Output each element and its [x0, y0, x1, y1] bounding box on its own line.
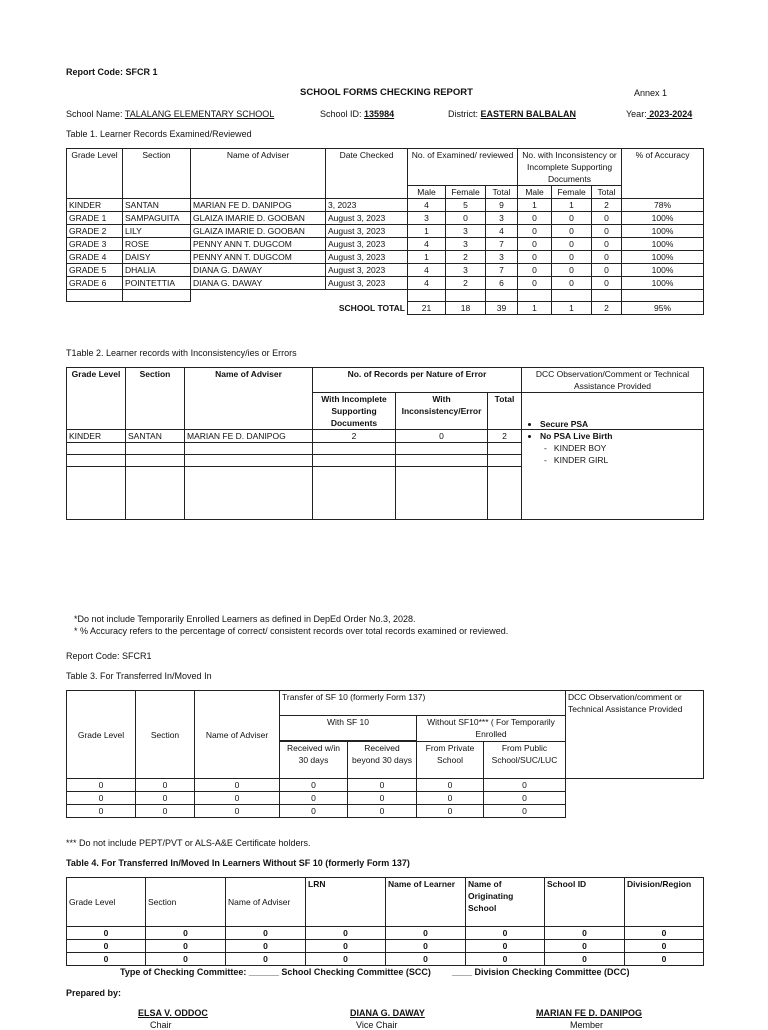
t4-header-school-id: School ID — [545, 878, 625, 927]
page-title: SCHOOL FORMS CHECKING REPORT — [300, 87, 473, 98]
t1-cell-male: 1 — [408, 225, 446, 238]
t4-cell: 0 — [226, 953, 306, 966]
t2-inconsistency: 0 — [396, 430, 488, 443]
t1-row — [67, 212, 704, 225]
t1-cell-total: 7 — [486, 264, 518, 277]
t4-cell: 0 — [306, 953, 386, 966]
t3-header-dcc: DCC Observation/comment or Technical Assistance Provided — [566, 691, 704, 779]
t4-cell: 0 — [386, 953, 466, 966]
dcc-subitem-text: KINDER BOY — [553, 443, 607, 453]
signer-chair-role: Chair — [150, 1020, 172, 1030]
school-name-field — [66, 109, 274, 119]
t4-row — [67, 953, 704, 966]
t2-grade: KINDER — [67, 430, 126, 443]
t1-cell-total: 3 — [486, 251, 518, 264]
t4-cell: 0 — [146, 940, 226, 953]
t1-cell-accuracy: 100% — [622, 212, 704, 225]
t3-row — [67, 779, 704, 792]
t1-cell-adviser: MARIAN FE D. DANIPOG — [191, 199, 326, 212]
t2-empty-cell — [67, 443, 126, 455]
t1-header-female: Female — [446, 186, 486, 199]
t1-cell-inc-male: 0 — [518, 277, 552, 290]
t1-blank-cell — [622, 290, 704, 302]
t1-cell-grade: GRADE 4 — [67, 251, 123, 264]
t4-cell: 0 — [67, 953, 146, 966]
t1-cell-female: 2 — [446, 251, 486, 264]
t1-cell-inc-female: 0 — [552, 277, 592, 290]
t1-cell-grade: KINDER — [67, 199, 123, 212]
t1-cell-grade: GRADE 1 — [67, 212, 123, 225]
year-value: 2023-2024 — [646, 109, 693, 119]
t1-cell-date: August 3, 2023 — [326, 251, 408, 264]
t2-header-section: Section — [126, 368, 185, 430]
t1-cell-accuracy: 100% — [622, 251, 704, 264]
t1-cell-inc-total: 0 — [592, 264, 622, 277]
school-name-value: TALALANG ELEMENTARY SCHOOL — [124, 109, 275, 119]
t4-header-division: Division/Region — [625, 878, 704, 927]
t1-cell-date: August 3, 2023 — [326, 212, 408, 225]
t1-row — [67, 277, 704, 290]
signer-member-name: MARIAN FE D. DANIPOG — [536, 1008, 643, 1018]
t2-empty-cell — [126, 467, 185, 520]
t1-cell-section: POINTETTIA — [123, 277, 191, 290]
t2-section: SANTAN — [126, 430, 185, 443]
t3-cell: 0 — [484, 792, 566, 805]
t1-cell-adviser: PENNY ANN T. DUGCOM — [191, 251, 326, 264]
t1-header-male: Male — [408, 186, 446, 199]
t1-cell-inc-male: 0 — [518, 212, 552, 225]
t1-header-inconsistency: No. with Inconsistency or Incomplete Supporting Documents — [518, 149, 622, 186]
t4-cell: 0 — [146, 953, 226, 966]
signer-vice-role: Vice Chair — [356, 1020, 398, 1030]
t3-row — [67, 792, 704, 805]
t1-cell-total: 4 — [486, 225, 518, 238]
t4-cell: 0 — [226, 927, 306, 940]
t1-cell-inc-female: 0 — [552, 225, 592, 238]
t3-header-grade: Grade Level — [67, 691, 136, 779]
school-name-label: School Name: — [66, 109, 123, 119]
t1-blank-cell — [408, 290, 446, 302]
t4-cell: 0 — [386, 927, 466, 940]
t1-cell-inc-male: 0 — [518, 251, 552, 264]
t2-empty-cell — [488, 443, 522, 455]
prepared-by: Prepared by: — [66, 988, 122, 998]
t4-cell: 0 — [226, 940, 306, 953]
t2-empty-cell — [313, 467, 396, 520]
t4-row — [67, 940, 704, 953]
t2-header-total: Total — [488, 393, 522, 430]
t1-cell-grade: GRADE 5 — [67, 264, 123, 277]
t1-cell-female: 3 — [446, 225, 486, 238]
t1-cell-accuracy: 100% — [622, 277, 704, 290]
signer-vice-name: DIANA G. DAWAY — [350, 1008, 425, 1018]
district-value: EASTERN BALBALAN — [480, 109, 577, 119]
t1-cell-inc-female: 0 — [552, 238, 592, 251]
t4-header-grade: Grade Level — [67, 878, 146, 927]
t1-header-date: Date Checked — [326, 149, 408, 199]
t4-cell: 0 — [466, 953, 545, 966]
t2-empty-cell — [313, 443, 396, 455]
note-temporarily-enrolled: *Do not include Temporarily Enrolled Learners as defined in DepEd Order No.3, 2028. — [74, 614, 416, 624]
t2-header-incomplete: With Incomplete Supporting Documents — [313, 393, 396, 430]
table3-caption: Table 3. For Transferred In/Moved In — [66, 671, 212, 681]
t1-cell-inc-total: 0 — [592, 238, 622, 251]
school-id-field — [320, 109, 394, 119]
year-field — [626, 109, 692, 119]
t1-cell-adviser: GLAIZA IMARIE D. GOOBAN — [191, 212, 326, 225]
dcc-subitem-text: KINDER GIRL — [553, 455, 609, 465]
committee-type: Type of Checking Committee: ______ School Checking Committee (SCC) — [120, 967, 431, 977]
t1-cell-female: 3 — [446, 264, 486, 277]
t4-cell: 0 — [466, 940, 545, 953]
t3-cell: 0 — [348, 779, 417, 792]
t1-header-total2: Total — [592, 186, 622, 199]
t3-cell: 0 — [67, 792, 136, 805]
t1-cell-date: 3, 2023 — [326, 199, 408, 212]
t2-header-inconsistency: With Inconsistency/Error — [396, 393, 488, 430]
signer-member-role: Member — [570, 1020, 604, 1030]
t1-cell-total: 9 — [486, 199, 518, 212]
t1-cell-grade: GRADE 6 — [67, 277, 123, 290]
t1-header-female2: Female — [552, 186, 592, 199]
t2-empty-cell — [185, 455, 313, 467]
t3-cell: 0 — [417, 779, 484, 792]
school-id-label: School ID: — [320, 109, 362, 119]
dcc-item: • Secure PSA — [540, 418, 701, 430]
t2-empty-cell — [488, 467, 522, 520]
t1-blank-cell — [592, 290, 622, 302]
t1-cell-male: 1 — [408, 251, 446, 264]
t3-cell: 0 — [417, 792, 484, 805]
t1-spacer — [123, 302, 191, 315]
t3-cell: 0 — [280, 805, 348, 818]
t1-cell-female: 5 — [446, 199, 486, 212]
t1-total-label — [191, 290, 408, 302]
t2-total: 2 — [488, 430, 522, 443]
t4-cell: 0 — [146, 927, 226, 940]
t1-cell-inc-female: 0 — [552, 251, 592, 264]
t1-blank-cell — [123, 290, 191, 302]
t1-cell-adviser: DIANA G. DAWAY — [191, 264, 326, 277]
table4 — [66, 877, 704, 966]
t3-cell: 0 — [136, 792, 195, 805]
t2-header-dcc: DCC Observation/Comment or Technical Assistance Provided — [522, 368, 704, 393]
t1-blank-cell — [67, 290, 123, 302]
t1-cell-section: DHALIA — [123, 264, 191, 277]
t4-cell: 0 — [545, 953, 625, 966]
t1-spacer — [67, 302, 123, 315]
t1-cell-inc-total: 0 — [592, 251, 622, 264]
t4-cell: 0 — [466, 927, 545, 940]
t1-blank-cell — [518, 290, 552, 302]
t1-cell-inc-male: 0 — [518, 264, 552, 277]
t1-cell-inc-total: 0 — [592, 225, 622, 238]
t1-cell-female: 2 — [446, 277, 486, 290]
t1-cell-inc-total: 0 — [592, 212, 622, 225]
t2-empty-cell — [396, 443, 488, 455]
t4-cell: 0 — [625, 940, 704, 953]
t1-header-male2: Male — [518, 186, 552, 199]
t4-header-origin: Name of Originating School — [466, 878, 545, 927]
t1-cell-male: 4 — [408, 277, 446, 290]
table3 — [66, 690, 704, 818]
t1-cell-date: August 3, 2023 — [326, 238, 408, 251]
t1-cell-section: DAISY — [123, 251, 191, 264]
t3-header-adviser: Name of Adviser — [195, 691, 280, 779]
t2-empty-cell — [396, 455, 488, 467]
t1-blank-cell — [552, 290, 592, 302]
t3-cell: 0 — [417, 805, 484, 818]
t1-cell-date: August 3, 2023 — [326, 225, 408, 238]
t4-cell: 0 — [545, 940, 625, 953]
committee-dcc: ____ Division Checking Committee (DCC) — [452, 967, 630, 977]
t1-cell-male: 3 — [408, 212, 446, 225]
t3-cell: 0 — [136, 805, 195, 818]
t3-cell: 0 — [484, 805, 566, 818]
t1-cell-grade: GRADE 2 — [67, 225, 123, 238]
t1-header-examined: No. of Examined/ reviewed — [408, 149, 518, 186]
t1-row — [67, 264, 704, 277]
t1-cell-section: ROSE — [123, 238, 191, 251]
t3-cell: 0 — [348, 805, 417, 818]
table1-caption: Table 1. Learner Records Examined/Reviewed — [66, 129, 252, 139]
note-accuracy: * % Accuracy refers to the percentage of correct/ consistent records over total records examined or reviewed. — [74, 626, 509, 636]
t4-header-learner: Name of Learner — [386, 878, 466, 927]
t1-row — [67, 225, 704, 238]
t2-empty-cell — [396, 467, 488, 520]
t4-header-adviser: Name of Adviser — [226, 878, 306, 927]
table4-caption: Table 4. For Transferred In/Moved In Learners Without SF 10 (formerly Form 137) — [66, 858, 410, 868]
signer-chair-name: ELSA V. ODDOC — [138, 1008, 208, 1018]
t2-empty-cell — [126, 443, 185, 455]
t2-empty-cell — [185, 467, 313, 520]
t3-cell: 0 — [195, 792, 280, 805]
t4-cell: 0 — [386, 940, 466, 953]
total-male: 21 — [408, 302, 446, 315]
school-total-label: SCHOOL TOTAL — [338, 302, 405, 313]
t1-cell-inc-total: 2 — [592, 199, 622, 212]
t1-cell-date: August 3, 2023 — [326, 277, 408, 290]
t1-cell-section: SANTAN — [123, 199, 191, 212]
total-total: 39 — [486, 302, 518, 315]
t2-header-nature: No. of Records per Nature of Error — [313, 368, 522, 393]
t4-cell: 0 — [306, 927, 386, 940]
t1-cell-section: LILY — [123, 225, 191, 238]
t3-header-transfer: Transfer of SF 10 (formerly Form 137) — [280, 691, 566, 716]
t2-empty-cell — [488, 455, 522, 467]
year-label: Year: — [626, 109, 647, 119]
t2-dcc-comments — [522, 419, 704, 520]
t2-empty-cell — [313, 455, 396, 467]
t4-cell: 0 — [306, 940, 386, 953]
t1-header-total: Total — [486, 186, 518, 199]
t2-empty-cell — [185, 443, 313, 455]
t1-cell-adviser: DIANA G. DAWAY — [191, 277, 326, 290]
t3-header-received-beyond: Received beyond 30 days — [348, 742, 417, 779]
t3-cell: 0 — [136, 779, 195, 792]
dcc-subitem: - KINDER GIRL — [544, 455, 609, 465]
t1-cell-accuracy: 78% — [622, 199, 704, 212]
t3-cell: 0 — [348, 792, 417, 805]
t4-row — [67, 927, 704, 940]
t1-header-grade: Grade Level — [67, 149, 123, 199]
t1-blank-cell — [486, 290, 518, 302]
t1-cell-total: 3 — [486, 212, 518, 225]
t3-cell: 0 — [67, 779, 136, 792]
t3-header-with-sf10: With SF 10 — [280, 716, 417, 741]
t1-cell-female: 3 — [446, 238, 486, 251]
t4-cell: 0 — [545, 927, 625, 940]
t1-header-accuracy: % of Accuracy — [622, 149, 704, 199]
table3-note: *** Do not include PEPT/PVT or ALS-A&E Certificate holders. — [66, 838, 311, 848]
t1-cell-inc-male: 1 — [518, 199, 552, 212]
t1-cell-male: 4 — [408, 199, 446, 212]
t3-cell: 0 — [280, 779, 348, 792]
t1-cell-accuracy: 100% — [622, 238, 704, 251]
t3-header-private: From Private School — [417, 742, 484, 779]
district-field — [448, 109, 576, 119]
annex-label: Annex 1 — [634, 88, 668, 98]
t2-adviser: MARIAN FE D. DANIPOG — [185, 430, 313, 443]
t1-cell-inc-female: 0 — [552, 264, 592, 277]
school-id-value: 135984 — [364, 109, 395, 119]
t2-incomplete: 2 — [313, 430, 396, 443]
table2 — [66, 367, 704, 520]
t3-header-public: From Public School/SUC/LUC — [484, 742, 566, 779]
t1-cell-female: 0 — [446, 212, 486, 225]
report-code: Report Code: SFCR 1 — [66, 67, 158, 77]
t3-cell: 0 — [195, 779, 280, 792]
t1-cell-inc-male: 0 — [518, 238, 552, 251]
district-label: District: — [448, 109, 478, 119]
t1-cell-grade: GRADE 3 — [67, 238, 123, 251]
t2-header-grade: Grade Level — [67, 368, 126, 430]
t4-header-section: Section — [146, 878, 226, 927]
dcc-subitem: - KINDER BOY — [544, 443, 607, 453]
t1-cell-adviser: PENNY ANN T. DUGCOM — [191, 238, 326, 251]
total-female: 18 — [446, 302, 486, 315]
dcc-item: • No PSA Live Birth — [540, 430, 701, 442]
total-inc-female: 1 — [552, 302, 592, 315]
t1-cell-inc-female: 0 — [552, 212, 592, 225]
t1-blank-cell — [446, 290, 486, 302]
t1-cell-male: 4 — [408, 238, 446, 251]
t3-header-received30: Received w/in 30 days — [280, 742, 348, 779]
t1-cell-total: 7 — [486, 238, 518, 251]
t1-cell-total: 6 — [486, 277, 518, 290]
t1-cell-accuracy: 100% — [622, 225, 704, 238]
t3-header-section: Section — [136, 691, 195, 779]
t3-cell: 0 — [67, 805, 136, 818]
t3-row — [67, 805, 704, 818]
t2-header-adviser: Name of Adviser — [185, 368, 313, 430]
t4-cell: 0 — [67, 927, 146, 940]
t3-cell: 0 — [280, 792, 348, 805]
t1-row — [67, 238, 704, 251]
t2-empty-cell — [67, 455, 126, 467]
total-inc-total: 2 — [592, 302, 622, 315]
t1-row — [67, 251, 704, 264]
t1-cell-section: SAMPAGUITA — [123, 212, 191, 225]
t1-row — [67, 199, 704, 212]
t4-header-lrn: LRN — [306, 878, 386, 927]
t2-empty-cell — [126, 455, 185, 467]
report-code-2: Report Code: SFCR1 — [66, 651, 152, 661]
t4-cell: 0 — [625, 927, 704, 940]
t4-cell: 0 — [625, 953, 704, 966]
t1-cell-accuracy: 100% — [622, 264, 704, 277]
t3-header-without-sf10: Without SF10*** ( For Temporarily Enrolled — [417, 716, 566, 742]
t1-cell-inc-male: 0 — [518, 225, 552, 238]
total-accuracy: 95% — [622, 302, 704, 315]
t1-cell-inc-female: 1 — [552, 199, 592, 212]
t1-cell-male: 4 — [408, 264, 446, 277]
t1-cell-adviser: GLAIZA IMARIE D. GOOBAN — [191, 225, 326, 238]
t4-cell: 0 — [67, 940, 146, 953]
t1-cell-date: August 3, 2023 — [326, 264, 408, 277]
t3-cell: 0 — [484, 779, 566, 792]
t1-header-adviser: Name of Adviser — [191, 149, 326, 199]
t2-empty-cell — [67, 467, 126, 520]
t1-cell-inc-total: 0 — [592, 277, 622, 290]
table1 — [66, 148, 704, 315]
table2-caption: T1able 2. Learner records with Inconsistency/ies or Errors — [66, 348, 297, 358]
total-inc-male: 1 — [518, 302, 552, 315]
t1-header-section: Section — [123, 149, 191, 199]
t3-cell: 0 — [195, 805, 280, 818]
